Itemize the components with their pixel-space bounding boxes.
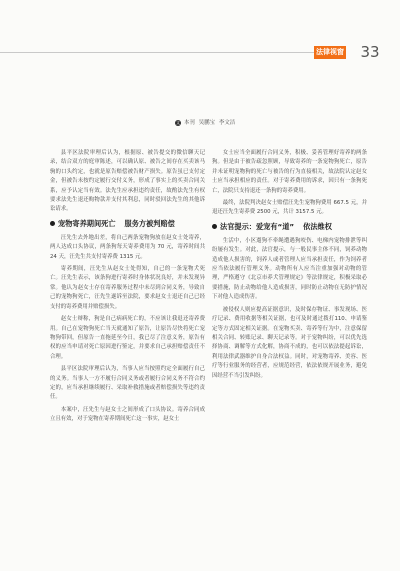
section-badge: 法律视窗 bbox=[314, 46, 346, 59]
heading-text-1: 法官提示：爱宠有“道” bbox=[220, 221, 295, 231]
byline-logo-icon: 文 bbox=[176, 120, 180, 125]
byline-source: 本刊 bbox=[184, 120, 195, 126]
paragraph: 汪先生去外地出差，将自己两条宠物狗放在赵女士处寄养，两人达成口头协议，两条狗每天寄养费用为 70 元，寄养时间共 24 天，汪先生共支付寄养费 1315 元。 bbox=[50, 234, 205, 260]
paragraph: 赵女士辩称，狗是自己病病死亡的，不应该让我退还寄养费用。自己在宠物狗死亡当天就通知了原告，让原告尽快将死亡宠物狗带回，但原告一直拖延至今日，我已尽了注意义务，原告有权的应当申请对死亡原因进行鉴定，并要求自己承担赔偿责任不合理。 bbox=[50, 316, 205, 360]
section-heading bbox=[50, 219, 205, 229]
heading-text-1: 宠物寄养期间死亡 bbox=[58, 218, 116, 228]
paragraph: 县平区法院审理后认为，根据原、被告提交的微信聊天记录，结合双方的庭审陈述，可以确认原、被告之间存在买卖该马驹的口头约定，也就是原告赔偿被告财产损失。原告虽已支付定金，但被告未按约定履行交付义务，形成了事实上的买卖合同关系，应予认定当有效。法先生应承担违约责任，故酌法先生有权要求法先生退还购物款并支付其利息，同时驳回法先生的其他诉讼请求。 bbox=[50, 150, 205, 213]
byline-author-1: 吴鹏宝 bbox=[198, 120, 215, 126]
byline bbox=[175, 117, 239, 129]
paragraph: 女士应当全面履行合同义务，积极、妥善管理好寄养的两条狗。但是由于被告疏忽照顾，导致寄养的一条宠物狗死亡，原告并未证明宠物狗的死亡与被告的行为直接相关，故法院认定赵女士应当承担相应的责任。对于寄养费用的诉求，因只有一条狗死亡，法院只支持退还一条狗的寄养费用。 bbox=[212, 150, 367, 194]
heading-bullet-icon bbox=[50, 221, 55, 226]
heading-bullet-icon bbox=[212, 224, 217, 229]
heading-text-2: 服务方被判赔偿 bbox=[124, 218, 175, 228]
paragraph: 寄养期间，汪先生从赵女士处得知，自己的一条宠物犬死亡。汪先生表示，该条狗进行寄养时身体状况良好，并未发现异常。他认为赵女士存在寄养服务过程中未尽到合同义务，导致自己的宠物狗死亡，汪先生遂诉至法院，要求赵女士退还自己已经支付的寄养费用并赔偿损失。 bbox=[50, 266, 205, 310]
page-number: 33 bbox=[360, 43, 380, 61]
left-column bbox=[50, 149, 205, 428]
paragraph: 县平区法院审理后认为，当事人应当按照约定全面履行自己的义务。当事人一方不履行合同义务或者履行合同义务不符合约定的，应当承担继续履行、采取补救措施或者赔偿损失等违约责任。 bbox=[50, 366, 205, 401]
right-column bbox=[212, 149, 367, 384]
header-rule bbox=[0, 52, 346, 53]
paragraph: 最终，法院判决赵女士赔偿汪先生宠物狗费用 667.5 元，并退还汪先生寄养费 2500 元，共计 3157.5 元。 bbox=[212, 200, 367, 216]
heading-text-2: 依法维权 bbox=[303, 221, 332, 231]
paragraph: 生活中，小区遛狗不牵绳遭遇狗咬伤、电梯内宠物排泄等纠纷屡有发生。对此，法官提示，与一般民事主体不同，饲养动物造成他人损害的，饲养人或者管理人应当承担责任，作为饲养者应当依法履行管理义务。动物所有人应当注重加强对动物的管理，严格遵守《北京市养犬管理规定》等法律规定，积极采取必要措施，防止动物给他人造成损害，同时防止动物在无防护情况下对他人造成伤害。 bbox=[212, 237, 367, 301]
paragraph: 本案中，汪先生与赵女士之间形成了口头协议。寄养合同成立且有效，对于宠物在寄养期间死亡这一事实，赵女士 bbox=[50, 406, 205, 423]
section-heading bbox=[212, 222, 367, 232]
byline-author-2: 李文洁 bbox=[218, 120, 236, 126]
paragraph: 被侵权人则应提高证据意识，及时保存物证、事发现场、医疗记录、费用收据等相关证据，也可及时通过拨打110、申请鉴定等方式固定相关证据。在宠物买卖、寄养等行为中，注意保留相关合同、转账记录、聊天记录等。对于宠物纠纷，可以优先选择协商、调解等方式化解，协商不成的，也可以依法提起诉讼，利用法律武器维护自身合法权益。同时，对宠物寄养、美容、医疗等行业服务的经营者，应规范经营，依法依规开展业务，避免因经营不当引发纠纷。 bbox=[212, 306, 367, 379]
